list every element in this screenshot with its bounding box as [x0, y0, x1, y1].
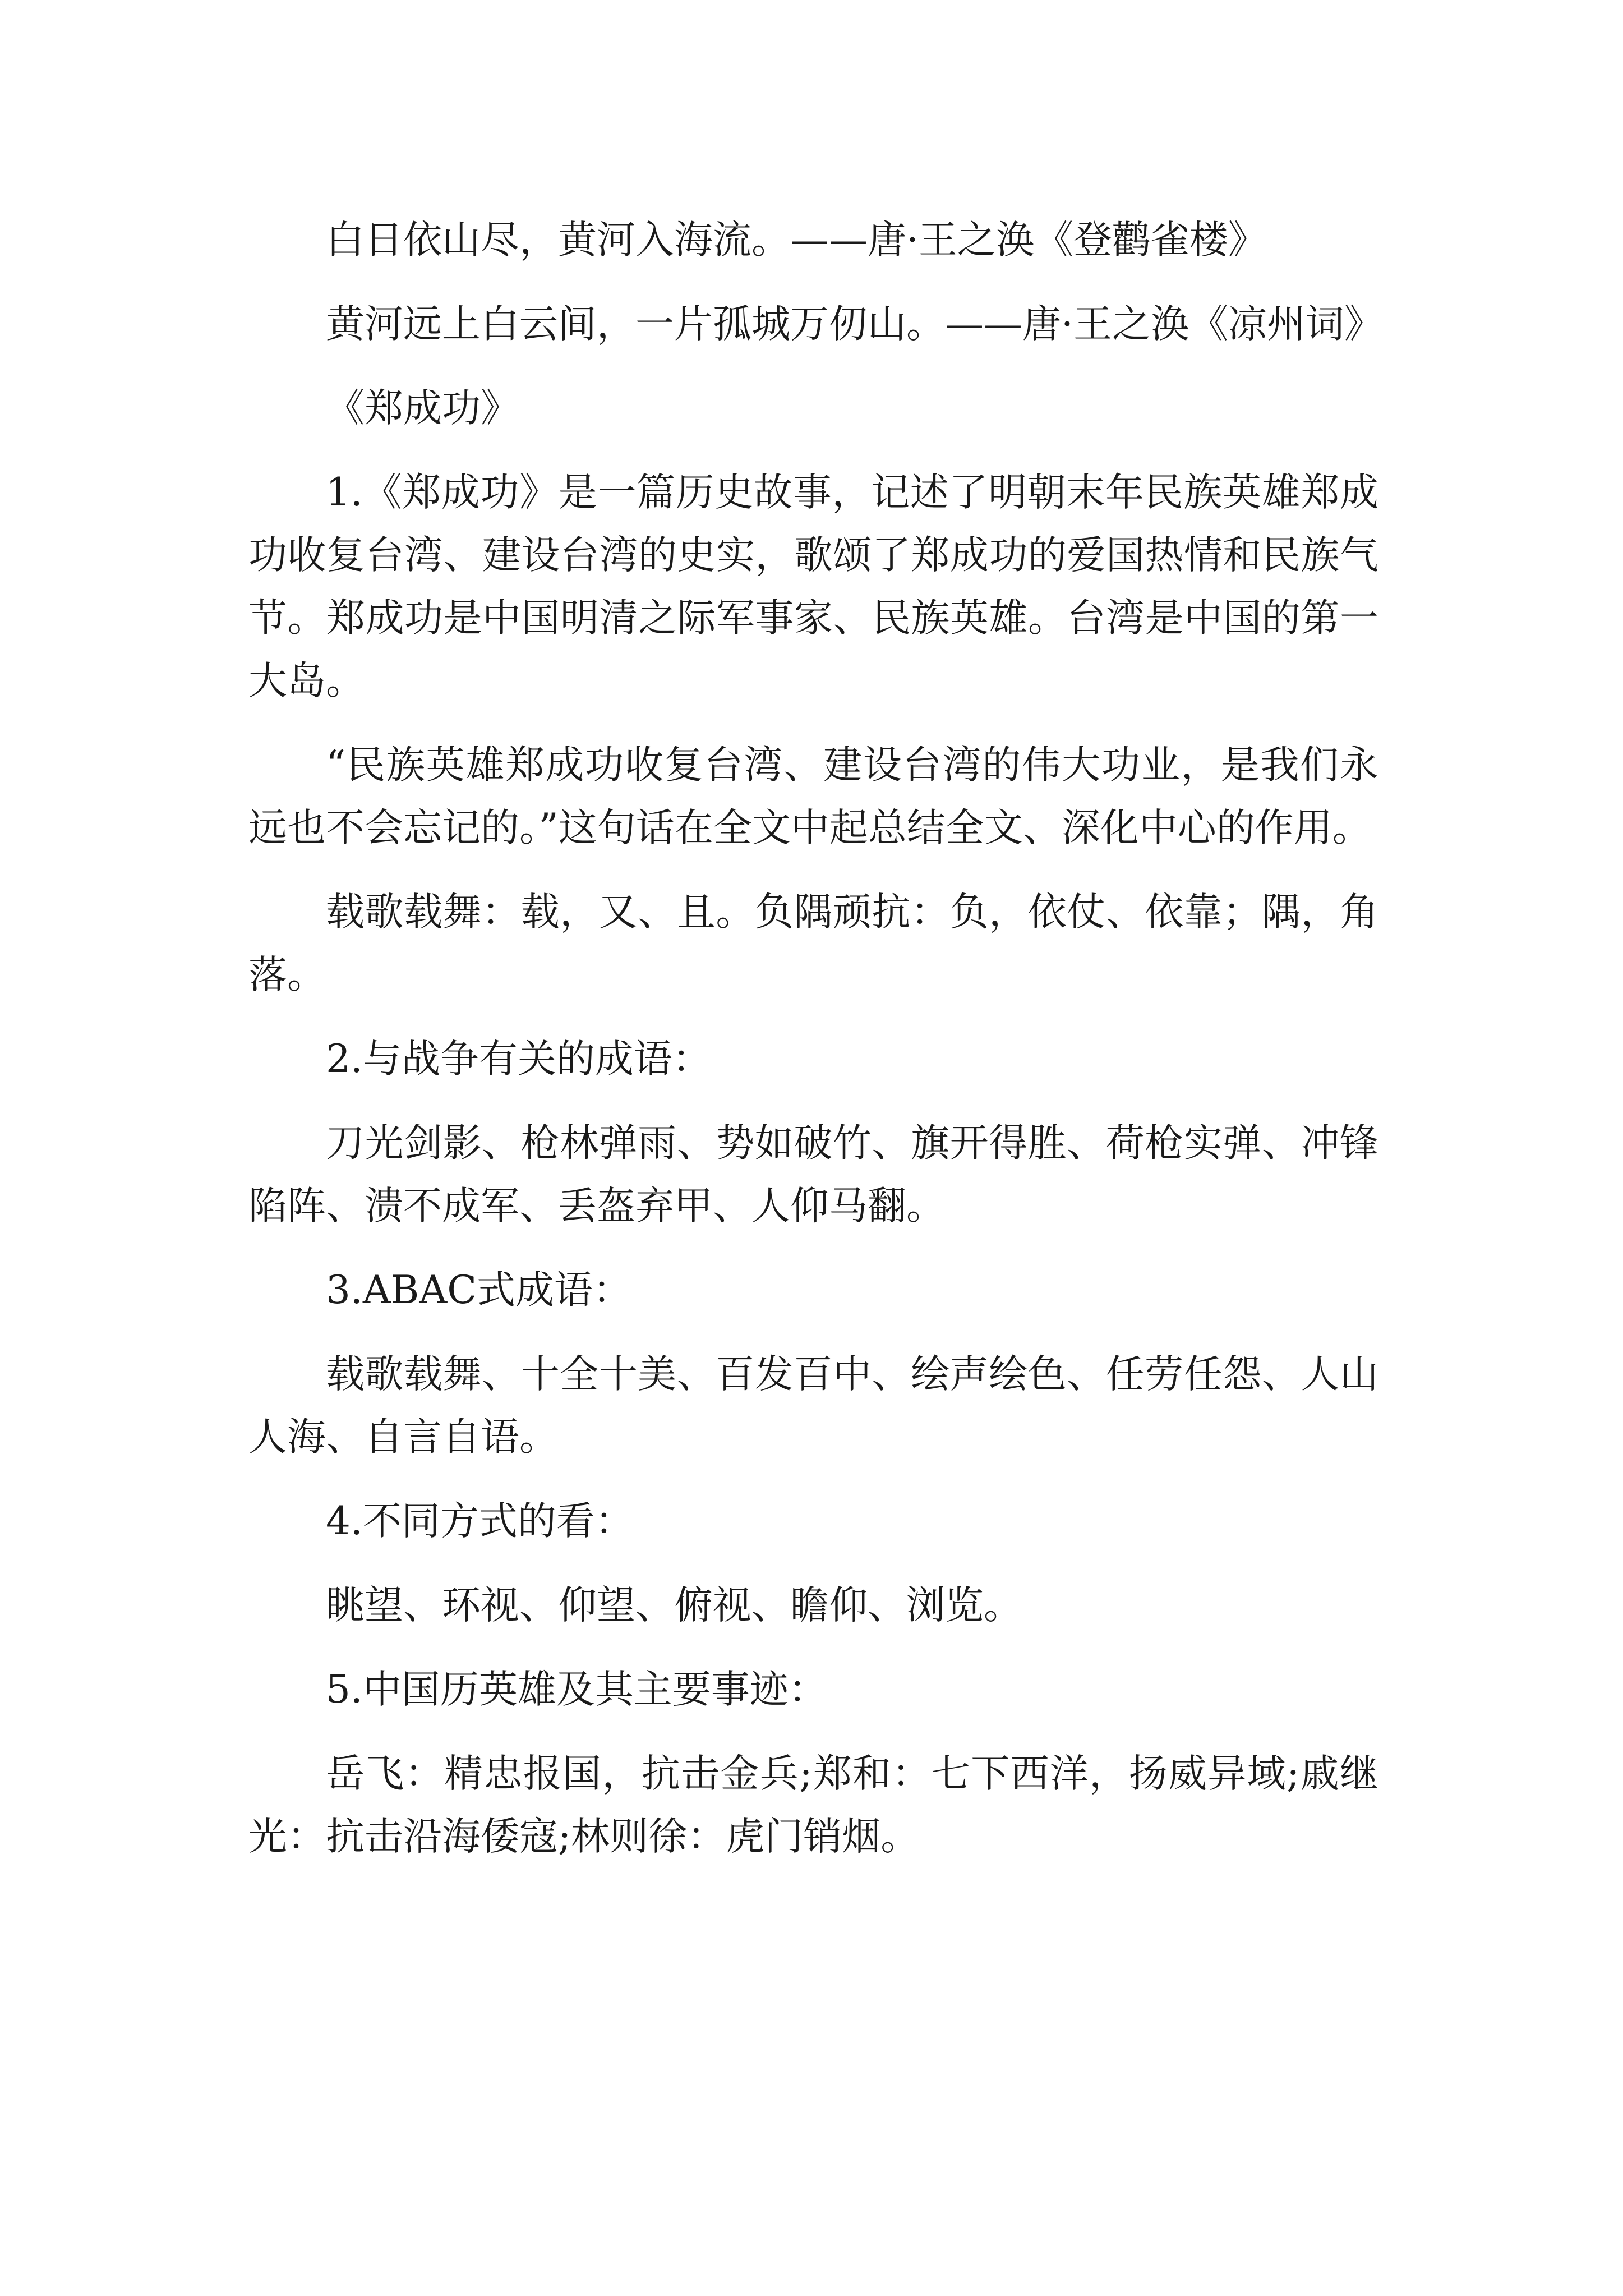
section-title: 《郑成功》 — [326, 386, 519, 431]
abac-idioms: 载歌载舞、十全十美、百发百中、绘声绘色、任劳任怨、人山人海、自言自语。 — [248, 1352, 1378, 1460]
word-meanings: 载歌载舞：载，又、且。负隅顽抗：负，依仗、依靠；隅，角落。 — [248, 890, 1378, 997]
poem-line-2: 黄河远上白云间，一片孤城万仞山。——唐·王之涣《凉州词》 — [326, 302, 1383, 347]
point-4-heading: 4.不同方式的看： — [326, 1499, 634, 1544]
point-1-summary: 1.《郑成功》是一篇历史故事，记述了明朝末年民族英雄郑成功收复台湾、建设台湾的史实，歌颂了郑成功的爱国热情和民族气节。郑成功是中国明清之际军事家、民族英雄。台湾是中国的第一大岛。 — [248, 470, 1378, 703]
document-page — [248, 209, 1383, 1889]
poem-line-1: 白日依山尽，黄河入海流。——唐·王之涣《登鹳雀楼》 — [326, 218, 1267, 263]
point-3-heading: 3.ABAC式成语： — [326, 1268, 631, 1313]
key-sentence: “民族英雄郑成功收复台湾、建设台湾的伟大功业，是我们永远也不会忘记的。”这句话在全文中起总结全文、深化中心的作用。 — [248, 743, 1378, 850]
war-idioms: 刀光剑影、枪林弹雨、势如破竹、旗开得胜、荷枪实弹、冲锋陷阵、溃不成军、丢盔弃甲、人仰马翻。 — [248, 1121, 1378, 1228]
point-5-heading: 5.中国历英雄及其主要事迹： — [326, 1667, 827, 1712]
heroes-deeds: 岳飞：精忠报国，抗击金兵;郑和：七下西洋，扬威异域;戚继光：抗击沿海倭寇;林则徐：虎门销烟。 — [248, 1751, 1378, 1859]
ways-of-looking: 眺望、环视、仰望、俯视、瞻仰、浏览。 — [326, 1583, 1022, 1628]
point-2-heading: 2.与战争有关的成语： — [326, 1037, 711, 1082]
